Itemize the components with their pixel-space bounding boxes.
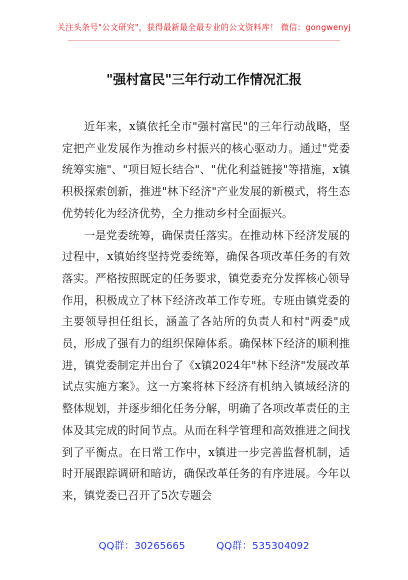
footer	[0, 537, 408, 552]
footer-qq-group-2: QQ群：535304092	[216, 541, 310, 552]
document-body	[62, 116, 350, 507]
footer-qq-group-1: QQ群：30265665	[98, 541, 186, 552]
paragraph: 近年来，x镇依托全市"强村富民"的三年行动战略，坚定把产业发展作为推动乡村振兴的核心驱动力。通过"党委统筹实施"、"项目短长结合"、"优化利益链接"等措施，x镇积极探索创新，推进"林下经济"产业发展的新模式，将生态优势转化为经济优势，全力推动乡村全面振兴。	[62, 120, 350, 220]
header-banner: 关注头条号"公文研究"，获得最新最全最专业的公文资料库！ 微信：gongwenyj	[57, 23, 351, 32]
paragraph: 一是党委统筹，确保责任落实。在推动林下经济发展的过程中，x镇始终坚持党委统筹，确保各项改革任务的有效落实。严格按照既定的任务要求，镇党委充分发挥核心领导作用，积极成立了林下经济改革工作专班。专班由镇党委的主要领导担任组长，涵盖了各站所的负责人和村"两委"成员，形成了强有力的组织保障体系。确保林下经济的顺利推进，镇党委制定并出台了《x镇2024年"林下经济"发展改革试点实施方案》。这一方案将林下经济有机纳入镇域经济的整体规划，并逐步细化任务分解，明确了各项改革责任的主体及其完成的时间节点。从而在科学管理和高效推进之间找到了平衡点。在日常工作中，x镇进一步完善监督机制，适时开展跟踪调研和暗访，确保改革任务的有序进展。今年以来，镇党委已召开了5次专题会	[62, 228, 350, 502]
document-title: "强村富民"三年行动工作情况汇报	[106, 73, 302, 88]
header-divider	[68, 40, 340, 41]
